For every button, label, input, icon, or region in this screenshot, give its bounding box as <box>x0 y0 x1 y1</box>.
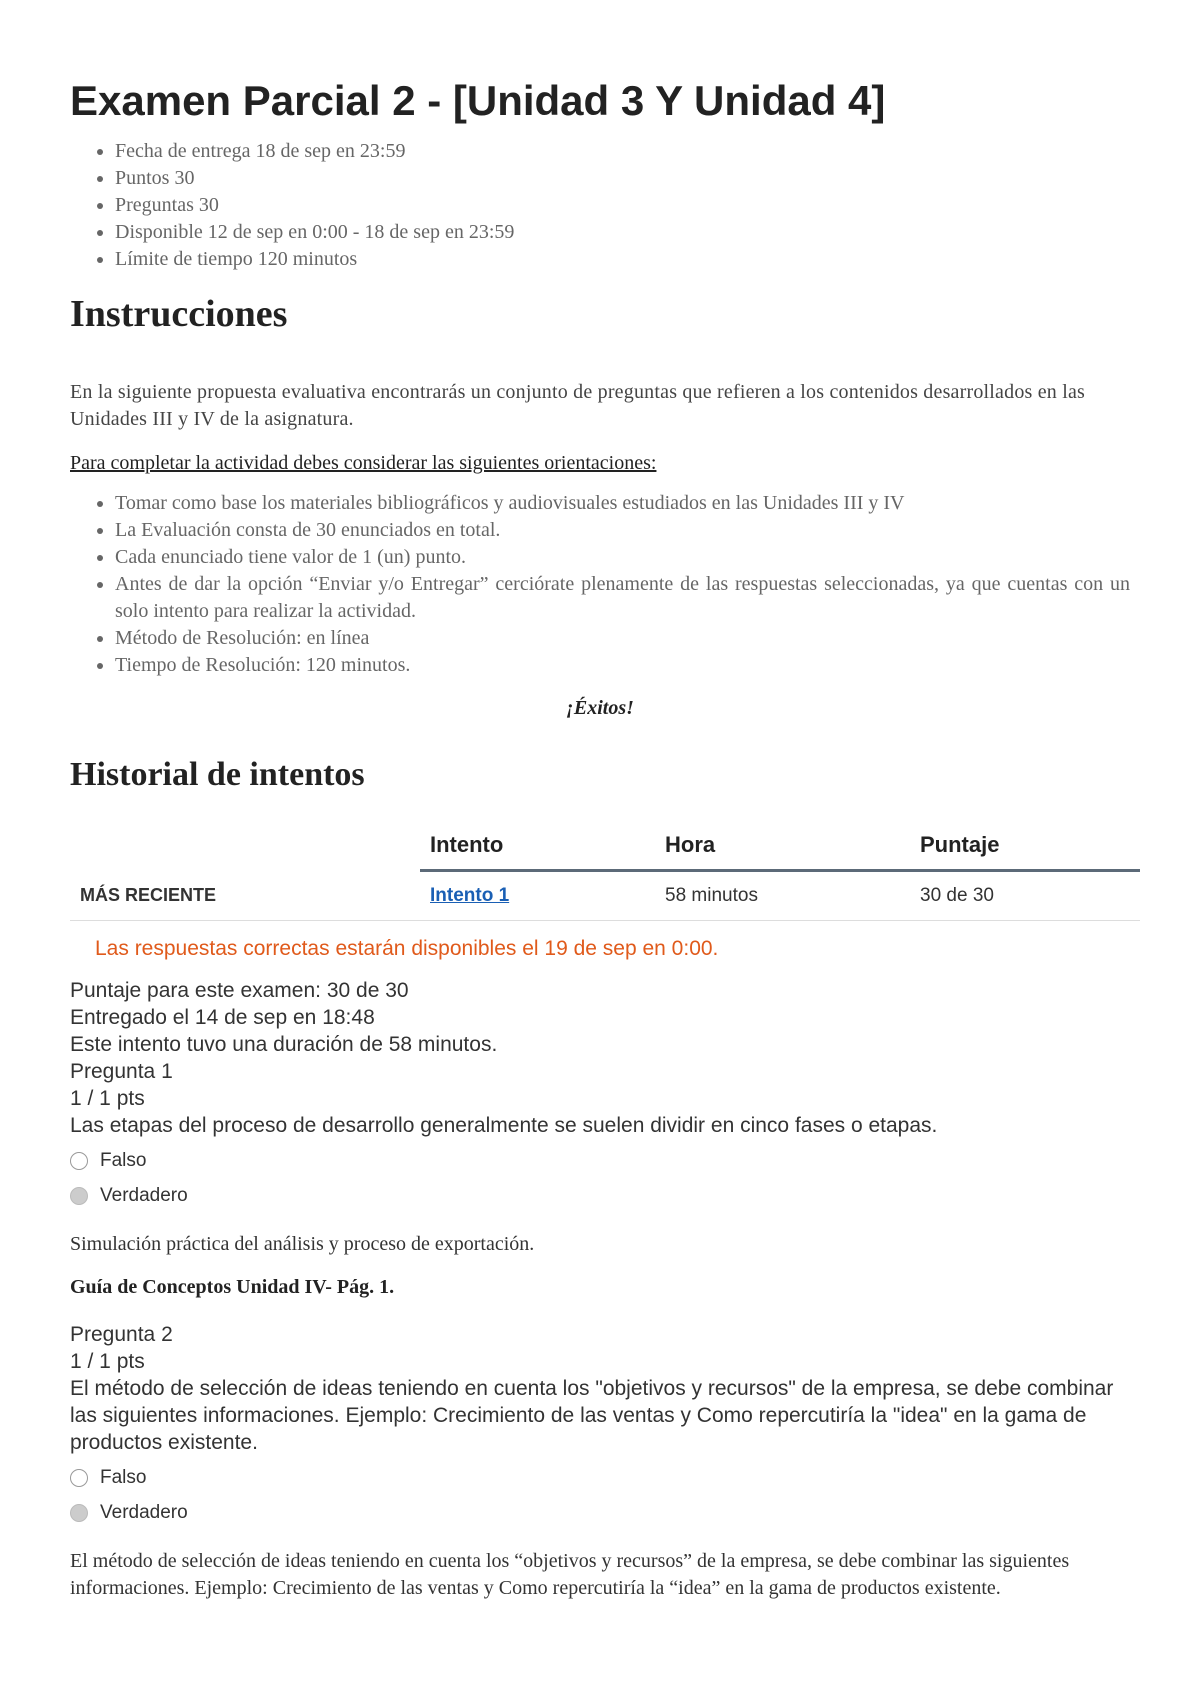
answer-label: Verdadero <box>100 1502 188 1523</box>
radio-selected-icon[interactable] <box>70 1504 88 1522</box>
radio-unselected-icon[interactable] <box>70 1152 88 1170</box>
attempts-header-row <box>70 821 1140 871</box>
history-heading: Historial de intentos <box>70 756 365 793</box>
header-blank <box>70 821 420 871</box>
points: • Puntos 30 <box>115 165 1130 192</box>
attempts-table <box>70 821 1140 921</box>
closing-message: ¡Éxitos! <box>566 697 634 719</box>
rule-item: • Tiempo de Resolución: 120 minutos. <box>115 652 1130 679</box>
answer-option[interactable] <box>70 1460 1130 1495</box>
question-2 <box>70 1321 1130 1602</box>
attempt-summary <box>70 977 1130 1058</box>
header-score: Puntaje <box>910 821 1140 871</box>
question-text: Las etapas del proceso de desarrollo generalmente se suelen dividir en cinco fases o etapas. <box>70 1114 938 1137</box>
question-label: Pregunta 1 <box>70 1060 173 1083</box>
summary-duration: Este intento tuvo una duración de 58 minutos. <box>70 1033 498 1056</box>
quiz-meta-list <box>70 138 1130 273</box>
attempt-link[interactable]: Intento 1 <box>430 885 510 906</box>
answer-explanation: El método de selección de ideas teniendo en cuenta los “objetivos y recursos” de la empresa, se debe combinar las siguientes informaciones. Ejemplo: Crecimiento de las ventas y Como repercutiría la “idea” en la gama de productos existente. <box>70 1550 1070 1599</box>
header-time: Hora <box>655 821 910 871</box>
rule-item: • Cada enunciado tiene valor de 1 (un) punto. <box>115 544 1130 571</box>
attempt-score: 30 de 30 <box>910 871 1140 921</box>
header-attempt: Intento <box>420 821 655 871</box>
time-limit: • Límite de tiempo 120 minutos <box>115 246 1130 273</box>
answer-label: Falso <box>100 1467 147 1488</box>
question-points: 1 / 1 pts <box>70 1087 145 1110</box>
summary-score: Puntaje para este examen: 30 de 30 <box>70 979 409 1002</box>
correct-answers-notice: Las respuestas correctas estarán disponibles el 19 de sep en 0:00. <box>95 937 719 960</box>
question-count: • Preguntas 30 <box>115 192 1130 219</box>
answer-reference: Guía de Conceptos Unidad IV- Pág. 1. <box>70 1276 395 1298</box>
rule-item: • Método de Resolución: en línea <box>115 625 1130 652</box>
due-date: • Fecha de entrega 18 de sep en 23:59 <box>115 138 1130 165</box>
instructions-heading: Instrucciones <box>70 293 288 335</box>
attempt-cell <box>420 871 655 921</box>
table-row <box>70 871 1140 921</box>
radio-unselected-icon[interactable] <box>70 1469 88 1487</box>
availability: • Disponible 12 de sep en 0:00 - 18 de sep en 23:59 <box>115 219 1130 246</box>
question-1 <box>70 1058 1130 1301</box>
instructions-orientation: Para completar la actividad debes considerar las siguientes orientaciones: <box>70 452 657 474</box>
answer-option[interactable] <box>70 1143 1130 1178</box>
rule-item: • La Evaluación consta de 30 enunciados en total. <box>115 517 1130 544</box>
summary-submitted: Entregado el 14 de sep en 18:48 <box>70 1006 375 1029</box>
rule-item: • Antes de dar la opción “Enviar y/o Entregar” cerciórate plenamente de las respuestas seleccionadas, ya que cuentas con un solo intento para realizar la actividad. <box>115 571 1130 625</box>
answer-label: Falso <box>100 1150 147 1171</box>
page-title: Examen Parcial 2 - [Unidad 3 Y Unidad 4] <box>70 77 886 124</box>
answer-label: Verdadero <box>100 1185 188 1206</box>
attempt-time: 58 minutos <box>655 871 910 921</box>
answer-option[interactable] <box>70 1495 1130 1530</box>
answer-option[interactable] <box>70 1178 1130 1213</box>
question-text: El método de selección de ideas teniendo en cuenta los "objetivos y recursos" de la empresa, se debe combinar las siguientes informaciones. Ejemplo: Crecimiento de las ventas y Como repercutiría la "idea" en la gama de productos existente. <box>70 1377 1114 1454</box>
question-points: 1 / 1 pts <box>70 1350 145 1373</box>
instructions-intro: En la siguiente propuesta evaluativa encontrarás un conjunto de preguntas que refieren a los contenidos desarrollados en las Unidades III y IV de la asignatura. <box>70 381 1086 430</box>
answer-explanation: Simulación práctica del análisis y proceso de exportación. <box>70 1233 535 1255</box>
most-recent-label: MÁS RECIENTE <box>70 871 420 921</box>
instructions-rules <box>70 490 1130 679</box>
radio-selected-icon[interactable] <box>70 1187 88 1205</box>
rule-item: • Tomar como base los materiales bibliográficos y audiovisuales estudiados en las Unidades III y IV <box>115 490 1130 517</box>
question-label: Pregunta 2 <box>70 1323 173 1346</box>
